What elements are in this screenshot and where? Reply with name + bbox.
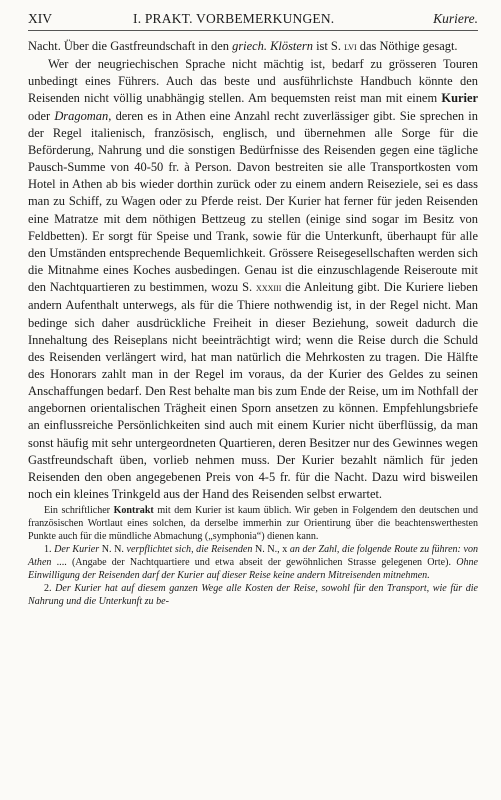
paragraph-couriers	[28, 56, 478, 503]
italic-run: an der Zahl, die folgende Route zu führen: von Athen	[28, 544, 479, 569]
text-run: die Anleitung gibt. Die Kuriere lieben andern Aufenthalt unterwegs, als für die Thiere nothwendig ist, in der Regel nicht. Man bedinge sich daher ausdrückliche Freiheit in dieser Beziehung, soweit dadurch die Innehaltung des Reiseplans nicht beeinträchtigt wird; wenn die Reise durch die Schuld des Reisenden verlängert wird, hat man natürlich die Mehrkosten zu tragen. Die Hälfte des Honorars zahlt man in der Regel im voraus, da der Kurier des Geldes zu seinen Anschaffungen bedarf. Den Rest behalte man bis zum Ende der Reise, um im Nothfall der angebornen orientalischen Trägheit einen Sporn ansetzen zu können. Empfehlungsbriefe an einflussreiche Persönlichkeiten sind auch mit einem Kurier nicht überflüssig, da man sonst häufig mit sehr untergeordneten Quartieren, deren Besitzer nur des Gewinnes wegen Gastfreundschaft üben, vorlieb nehmen muss. Der Kurier bezahlt nämlich für jeden Reisenden den oben angegebenen Preis von 4-5 fr. für die Nacht. Dazu wird bisweilen noch ein kleines Trinkgeld aus der Hand des Reisenden selbst erwartet.	[28, 280, 478, 502]
text-run: Ein schriftlicher	[44, 505, 114, 517]
contract-item-1	[28, 544, 478, 583]
italic-run: Der Kurier hat auf diesem ganzen Wege alle Kosten der Reise, sowohl für den Transport, wie für die Nahrung und die Unterkunft zu be-	[28, 582, 478, 607]
running-header	[28, 10, 478, 31]
main-text	[28, 38, 478, 503]
section-title: Kuriere.	[433, 11, 478, 26]
text-run: mit dem Kurier ist kaum üblich. Wir geben in Folgendem den deutschen und französischen Wortlaut eines solchen, da derselbe immerhin zur Orientirung über die beachtenswerthesten Punkte auch für die mündliche Abmachung („symphonia“) dienen kann.	[28, 505, 478, 543]
bold-term-kontrakt: Kontrakt	[113, 505, 154, 517]
paragraph-monasteries	[28, 38, 478, 56]
page-ref: lvi	[344, 41, 357, 53]
italic-run: Ohne Einwilligung der Reisenden darf der Kurier auf dieser Reise keine andern Mitreisenden mitnehmen.	[28, 557, 478, 581]
text-run: oder	[28, 108, 55, 123]
item-number: 1.	[44, 544, 55, 556]
text-run: N. N.	[99, 544, 127, 556]
italic-term-dragoman: Dragoman	[54, 108, 109, 123]
contract-item-2	[28, 583, 478, 609]
text-run: Nacht. Über die Gastfreundschaft in den	[28, 39, 233, 53]
contract-section	[28, 505, 478, 609]
chapter-title: I. PRAKT. VORBEMERKUNGEN.	[133, 11, 335, 26]
italic-run: verpflichtet sich, die Reisenden	[126, 544, 253, 556]
text-run: ist S.	[312, 39, 345, 53]
page-ref: xxxiii	[256, 282, 282, 295]
italic-run: Der Kurier	[54, 544, 100, 556]
text-run: , deren es in Athen eine Anzahl recht zuverlässiger gibt. Sie sprechen in der Regel italienisch, französisch, englisch, und übernehmen alle Sorge für die Beförderung, Nahrung und die sonstigen Bedürfnisse des Reisenden gegen eine tägliche Pausch-Summe von 40-50 fr. à Person. Davon bestreiten sie alle Transportkosten vom Hotel in Athen ab bis wieder dorthin zurück oder zu einem andern Reiseziele, sei es dass man zu Schiff, zu Wagen oder zu Pferde reist. Der Kurier hat ferner für jeden Reisenden eine Matratze mit dem nöthigen Bettzeug zu stellen (einige sind sogar im Besitz von Feldbetten). Er sorgt für Speise und Trank, sowie für die Unterkunft, überhaupt für alle den Umständen entsprechende Bequemlichkeit. Grössere Reisegesellschaften werden sich die Mitnahme eines Koches ausbedingen. Genau ist die einzuschlagende Reiseroute mit den Nachtquartieren zu bestimmen, wozu S.	[28, 108, 478, 295]
text-run: das Nöthige gesagt.	[356, 39, 458, 53]
text-run: N. N., x	[252, 544, 290, 556]
paragraph-contract	[28, 505, 478, 544]
bold-term-kurier: Kurier	[441, 91, 478, 106]
text-run: Wer der neugriechischen Sprache nicht mächtig ist, bedarf zu grösseren Touren unbedingt eines Führers. Auch das beste und ausführlichste Handbuch könnte den Reisenden nicht völlig unabhängig stellen. Am bequemsten reist man mit einem	[28, 57, 478, 106]
page-number: XIV	[28, 11, 52, 26]
text-run: .... (Angabe der Nachtquartiere und etwa abseit der gewöhnlichen Strasse gelegenen Orte).	[51, 557, 457, 569]
italic-run: griech. Klöstern	[232, 39, 313, 53]
item-number: 2.	[44, 582, 56, 594]
